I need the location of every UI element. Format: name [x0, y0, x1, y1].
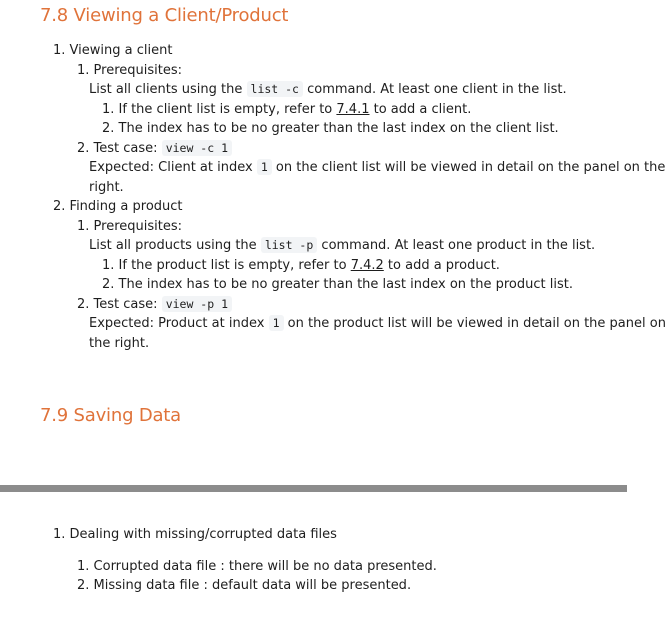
expected-text-before: Expected: Client at index [89, 160, 253, 175]
page-divider [0, 485, 627, 492]
list-item-viewing-client: 1. Viewing a client [53, 43, 173, 58]
test-case [77, 295, 232, 314]
test-case-label: 2. Test case: [77, 141, 158, 156]
index-code: 1 [257, 159, 272, 175]
section-7-8-title: 7.8 Viewing a Client/Product [40, 5, 289, 26]
test-case-label: 2. Test case: [77, 297, 158, 312]
sub-item-text-after: to add a product. [387, 258, 500, 273]
prereq-text-before: List all products using the [89, 238, 257, 253]
prerequisites-text [89, 80, 567, 99]
sub-item-text-before: 1. If the product list is empty, refer to [102, 258, 347, 273]
expected-text-after: on the client list will be viewed in detail on the panel on the [275, 160, 666, 175]
test-case-code: view -p 1 [162, 296, 232, 312]
expected-text-after: on the product list will be viewed in detail on the panel on [287, 316, 666, 331]
index-code: 1 [269, 315, 284, 331]
command-code: list -p [261, 237, 317, 253]
prerequisites-text [89, 236, 595, 255]
list-item-finding-product: 2. Finding a product [53, 199, 183, 214]
test-case [77, 139, 232, 158]
sub-item-index-limit: 2. The index has to be no greater than the last index on the client list. [102, 121, 559, 136]
sub-item-corrupted-file: 1. Corrupted data file : there will be no data presented. [77, 559, 437, 574]
sub-item-index-limit: 2. The index has to be no greater than the last index on the product list. [102, 277, 573, 292]
sub-item-text-after: to add a client. [373, 102, 472, 117]
sub-item-text-before: 1. If the client list is empty, refer to [102, 102, 333, 117]
sub-item-empty-list [102, 256, 500, 275]
section-link-7-4-1[interactable]: 7.4.1 [336, 102, 370, 117]
prerequisites-label: 1. Prerequisites: [77, 219, 182, 234]
expected-text [89, 314, 666, 333]
prereq-text-before: List all clients using the [89, 82, 243, 97]
sub-item-empty-list [102, 100, 471, 119]
expected-text-continued: right. [89, 180, 124, 195]
prereq-text-after: command. At least one product in the list. [321, 238, 596, 253]
expected-text [89, 158, 665, 177]
prereq-text-after: command. At least one client in the list. [307, 82, 567, 97]
section-link-7-4-2[interactable]: 7.4.2 [350, 258, 384, 273]
expected-text-before: Expected: Product at index [89, 316, 265, 331]
prerequisites-label: 1. Prerequisites: [77, 63, 182, 78]
sub-item-missing-file: 2. Missing data file : default data will be presented. [77, 578, 412, 593]
list-item-missing-corrupted: 1. Dealing with missing/corrupted data files [53, 527, 337, 542]
section-7-9-title: 7.9 Saving Data [40, 405, 181, 426]
expected-text-continued: the right. [89, 336, 150, 351]
command-code: list -c [247, 81, 303, 97]
test-case-code: view -c 1 [162, 140, 232, 156]
